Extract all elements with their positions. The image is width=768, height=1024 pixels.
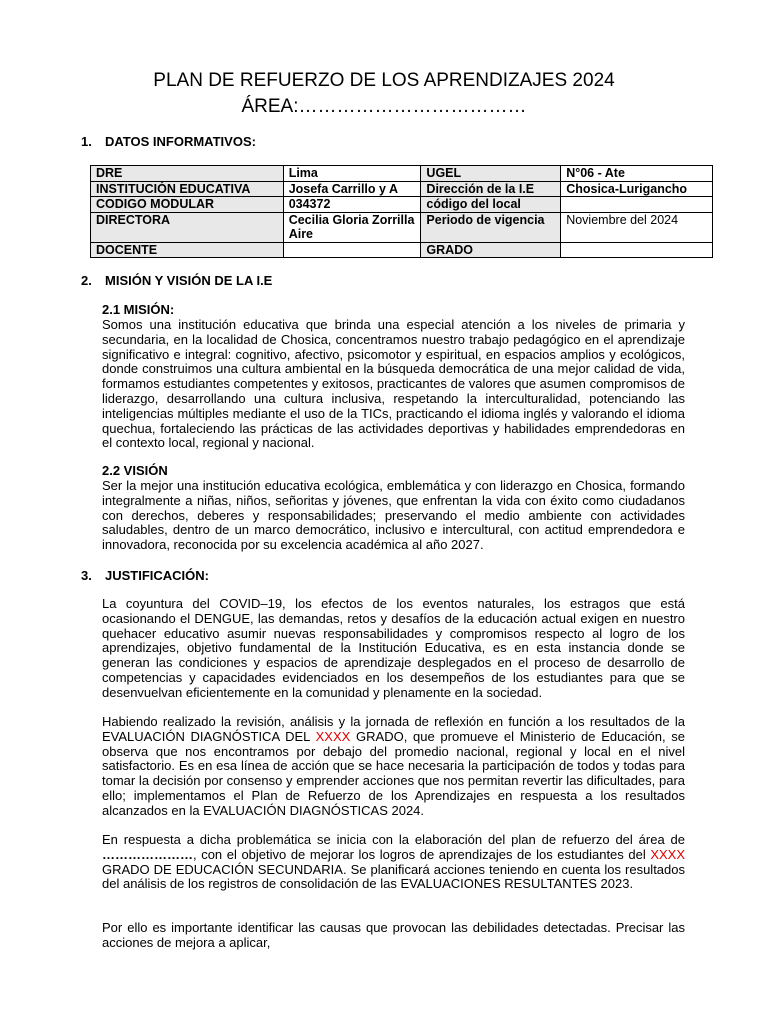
table-row [91, 212, 713, 242]
table-cell: DRE [91, 166, 284, 182]
grade-placeholder: XXXX [650, 846, 685, 862]
paragraph-text: En respuesta a dicha problemática se inicia con la elaboración del plan de refuerzo del área de [102, 832, 685, 847]
table-cell [283, 242, 421, 258]
section-title: MISIÓN Y VISIÓN DE LA I.E [105, 273, 273, 288]
justificacion-paragraph-1: La coyuntura del COVID–19, los efectos de los eventos naturales, los estragos que está ocasionando el DENGUE, las demandas, retos y desafíos de la educación actual exigen en nuestro quehacer educativo asumir nuevas responsabilidades y compromisos respecto al logro de los aprendizajes, objetivo fundamental de la Institución Educativa, es en esta instancia donde se generan las condiciones y espacios de aprendizaje desplegados en el proceso de desarrollo de competencias y capacidades evidenciados en los desempeños de los estudiantes para que se desenvuelvan eficientemente en la comunidad y plenamente en la sociedad. [102, 596, 685, 700]
table-cell: INSTITUCIÓN EDUCATIVA [91, 181, 284, 197]
table-row [91, 242, 713, 258]
mision-heading: 2.1 MISIÓN: [102, 302, 175, 317]
paragraph-text: , con el objetivo de mejorar los logros de aprendizajes de los estudiantes del [193, 846, 651, 862]
section-3-heading [81, 568, 209, 584]
vision-heading: 2.2 VISIÓN [102, 463, 168, 478]
table-cell: GRADO [421, 242, 561, 258]
justificacion-paragraph-3 [102, 833, 685, 892]
paragraph-text: GRADO DE EDUCACIÓN SECUNDARIA. Se planificará acciones teniendo en cuenta los resultados del análisis de los registros de consolidación de las EVALUACIONES RESULTANTES 2023. [102, 861, 685, 892]
area-line: ÁREA:……………………………… [241, 96, 527, 117]
area-blank: ………………… [102, 846, 193, 862]
table-cell: código del local [421, 197, 561, 213]
table-row [91, 197, 713, 213]
table-cell: 034372 [283, 197, 421, 213]
info-table [90, 165, 713, 258]
section-2-heading [81, 273, 272, 289]
table-cell: Josefa Carrillo y A [283, 181, 421, 197]
table-cell: CODIGO MODULAR [91, 197, 284, 213]
justificacion-paragraph-2 [102, 715, 685, 819]
vision-text: Ser la mejor una institución educativa ecológica, emblemática y con liderazgo en Chosica, formando integralmente a niñas, niños, señoritas y jóvenes, que enfrentan la vida con éxito como ciudadanos con derechos, deberes y responsabilidades; preservando el medio ambiente con actividades saludables, dentro de un marco democrático, inclusivo e intercultural, con actitud emprendedora e innovadora, reconocida por su excelencia académica al año 2027. [102, 478, 685, 553]
table-cell: Periodo de vigencia [421, 212, 561, 242]
section-1-heading [81, 134, 256, 150]
section-number: 3. [81, 568, 92, 583]
table-row [91, 166, 713, 182]
section-number: 1. [81, 134, 92, 149]
table-cell: DIRECTORA [91, 212, 284, 242]
section-number: 2. [81, 273, 92, 288]
table-cell: Lima [283, 166, 421, 182]
justificacion-paragraph-4: Por ello es importante identificar las causas que provocan las debilidades detectadas. Precisar las acciones de mejora a aplicar, [102, 920, 685, 950]
table-cell: Noviembre del 2024 [561, 212, 713, 242]
paragraph-text: GRADO, que promueve el Ministerio de Educación, se observa que nos encontramos por debajo del promedio nacional, regional y local en el nivel satisfactorio. Es en esa línea de acción que se hace necesaria la participación de todos y todas para tomar la decisión por consenso y emprender acciones que nos permitan revertir las dificultades, para ello; implementamos el Plan de Refuerzo de los Aprendizajes en respuesta a los resultados alcanzados en la EVALUACIÓN DIAGNÓSTICAS 2024. [102, 728, 686, 818]
paragraph-text: Habiendo realizado la revisión, análisis y la jornada de reflexión en función a los resultados de la EVALUACIÓN DIAGNÓSTICA DEL [102, 714, 685, 744]
section-title: DATOS INFORMATIVOS: [105, 134, 256, 149]
table-cell: UGEL [421, 166, 561, 182]
mision-text: Somos una institución educativa que brinda una especial atención a los niveles de primaria y secundaria, en la localidad de Chosica, concentramos nuestro trabajo pedagógico en el aprendizaje significativo e integral: cognitivo, afectivo, psicomotor y espiritual, en espacios amplios y ecológicos, donde construimos una cultura ambiental en la búsqueda democrática de una mejor calidad de vida, formamos estudiantes competentes y exitosos, practicantes de valores que asumen compromisos de liderazgo, desarrollando una cultura inclusiva, respetando la interculturalidad, potenciando las inteligencias múltiples mediante el uso de la TICs, practicando el idioma inglés y valorando el idioma quechua, fortaleciendo las prácticas de las actividades deportivas y habilidades emprendedoras en el contexto local, regional y nacional. [102, 317, 685, 451]
document-title: PLAN DE REFUERZO DE LOS APRENDIZAJES 2024 [153, 70, 615, 91]
table-cell: Chosica-Lurigancho [561, 181, 713, 197]
table-row [91, 181, 713, 197]
grade-placeholder: XXXX [315, 728, 351, 744]
table-cell [561, 242, 713, 258]
section-title: JUSTIFICACIÓN: [105, 568, 209, 583]
table-cell: Dirección de la I.E [421, 181, 561, 197]
table-cell: DOCENTE [91, 242, 284, 258]
table-cell: N°06 - Ate [561, 166, 713, 182]
table-cell: Cecilia Gloria Zorrilla Aire [283, 212, 421, 242]
table-cell [561, 197, 713, 213]
